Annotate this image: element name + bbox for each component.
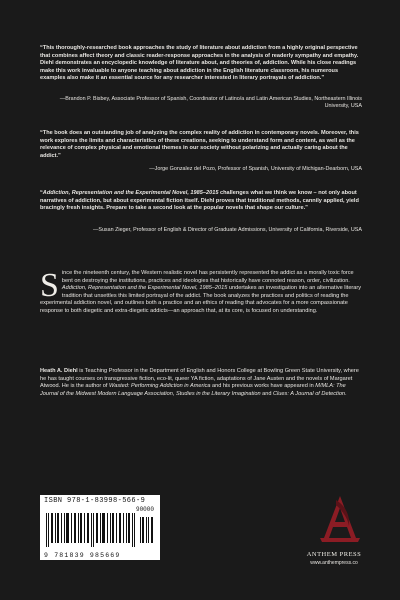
- bio-text-2: and his previous works have appeared in: [210, 383, 316, 390]
- blurb-quote-3-open: “: [40, 190, 43, 196]
- anthem-press-logo-icon: [300, 490, 380, 570]
- drop-cap: S: [40, 267, 59, 304]
- author-bio: [40, 368, 362, 398]
- blurb-quote-3-title: Addiction, Representation and the Experimental Novel, 1985–2015: [42, 190, 219, 196]
- bio-text-3: and: [260, 390, 274, 397]
- bio-journals: M/MLA: The Journal of the Midwest Modern Language Association, Studies in the Literary Imagination: [40, 383, 346, 397]
- description-text-2: undertakes an investigation into an alternative literary tradition that unsettles this limited portrayal of the addict. The book analyzes the practices and politics of reading the experimental addiction novel, and outlines both a practice and an ethics of reading that advocates for a more compassionate response to both diegetic and extra-diegetic addicts—an approach that, at its core, is focused on understanding.: [40, 285, 362, 314]
- bio-book-title: Wasted: Performing Addiction in America: [109, 383, 211, 390]
- blurb-attribution-2: —Jorge Gonzalez del Pozo, Professor of Spanish, University of Michigan-Dearborn, USA: [149, 166, 362, 172]
- isbn-barcode: [40, 495, 160, 560]
- blurb-attribution-3: —Susan Zieger, Professor of English & Director of Graduate Admissions, University of California, Riverside, USA: [92, 227, 362, 233]
- blurb-quote-3-text: challenges what we think we know – not only about narratives of addiction, but about experimental fiction itself. Diehl proves that traditional methods, cannily applied, yield bracingly fresh insights. Prepare to take a second look at the popular novels that shape our culture.”: [40, 190, 359, 212]
- bio-text-4: .: [345, 390, 347, 397]
- bio-journal-last: Clues: A Journal of Detection: [273, 390, 346, 397]
- publisher-name: ANTHEM PRESS: [306, 551, 362, 558]
- blurb-quote-3: [40, 190, 362, 213]
- ean-number: 9 781839 985669: [44, 552, 121, 559]
- blurb-quote-2: “The book does an outstanding job of analyzing the complex reality of addiction in contemporary novels. Moreover, this work explores the limits and characteristics of these creations, seeking to understand form and content, as well as the relevance of complex physical and emotional themes in our society without polarizing and actually caring about the addict.”: [40, 130, 359, 159]
- barcode-bars: [44, 507, 156, 549]
- description-book-title: Addiction, Representation and the Experimental Novel, 1985–2015: [61, 285, 228, 292]
- bio-text-1: is Teaching Professor in the Department of English and Honors College at Bowling Green State University, where he has taught courses on transgressive fiction, eco-lit, queer YA fiction, adaptations of Jane Austen and the novels of Margaret Atwood. He is the author of: [40, 368, 359, 390]
- price-code: 90000: [135, 506, 154, 513]
- publisher-url[interactable]: www.anthempress.co: [310, 560, 358, 566]
- blurb-attribution-1: —Brandon P. Bisbey, Associate Professor of Spanish, Coordinator of Latino/a and Latin American Studies, Northeastern Illinois University, USA: [59, 96, 362, 110]
- book-description: [40, 267, 362, 316]
- isbn-label: ISBN 978-1-83998-566-9: [44, 497, 146, 505]
- author-name: Heath A. Diehl: [40, 368, 78, 374]
- blurb-quote-1: “This thoroughly-researched book approaches the study of literature about addiction from a highly original perspective that combines affect theory and classic reader-response approaches in the analysis of readerly sympathy and empathy. Diehl demonstrates an encyclopedic knowledge of literature about, and theories of, addiction. While his close readings make this work invaluable to anyone teaching about addiction in the English literature classroom, his numerous examples also make it an essential source for any researcher interested in literary portrayals of addiction.”: [40, 45, 359, 82]
- description-text-1: ince the nineteenth century, the Western realistic novel has persistently represented the addict as a morally toxic force bent on destroying the institutions, practices and ideologies that historically have connoted reason, order, civilization.: [61, 270, 354, 284]
